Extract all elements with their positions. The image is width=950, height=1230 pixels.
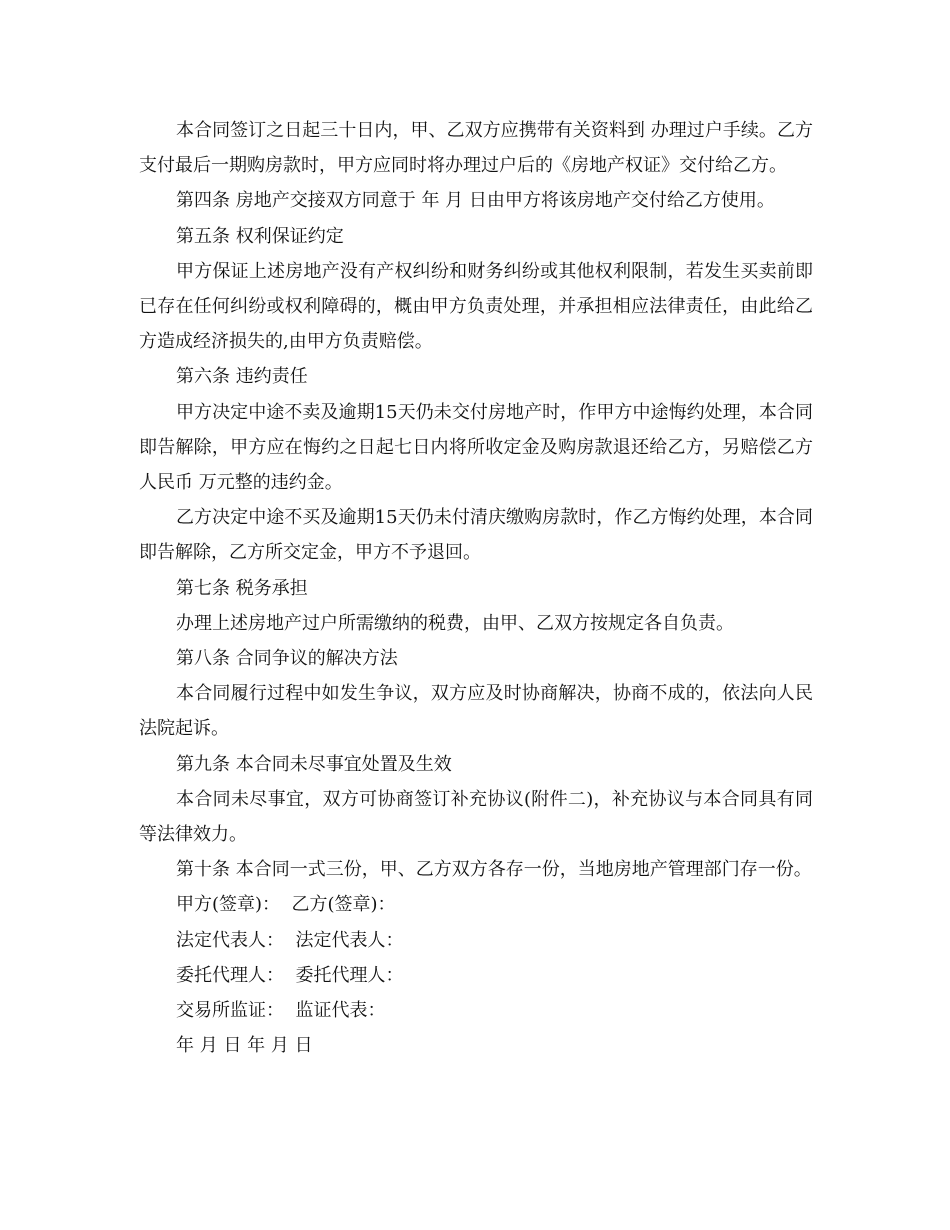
paragraph-buyer-breach: 乙方决定中途不买及逾期15天仍未付清庆缴购房款时，作乙方悔约处理，本合同即告解除，乙方所交定金，甲方不予退回。 (139, 507, 813, 564)
paragraph-tax: 办理上述房地产过户所需缴纳的税费，由甲、乙双方按规定各自负责。 (176, 612, 734, 634)
signature-party-line: 甲方(签章)： 乙方(签章)： (176, 894, 396, 916)
article-6-heading: 第六条 违约责任 (176, 366, 308, 388)
paragraph-supplement: 本合同未尽事宜，双方可协商签订补充协议(附件二)，补充协议与本合同具有同等法律效力。 (139, 788, 813, 846)
article-7-heading: 第七条 税务承担 (176, 577, 308, 599)
article-4-handover: 第四条 房地产交接双方同意于 年 月 日由甲方将该房地产交付给乙方使用。 (176, 190, 775, 212)
article-10-copies: 第十条 本合同一式三份，甲、乙方双方各存一份，当地房地产管理部门存一份。 (176, 859, 812, 881)
article-5-heading: 第五条 权利保证约定 (176, 225, 344, 247)
article-9-heading: 第九条 本合同未尽事宜处置及生效 (176, 753, 452, 775)
article-8-heading: 第八条 合同争议的解决方法 (176, 648, 398, 670)
signature-supervision-line: 交易所监证： 监证代表： (176, 1000, 386, 1022)
paragraph-rights-guarantee: 甲方保证上述房地产没有产权纠纷和财务纠纷或其他权利限制，若发生买卖前即已存在任何纠纷或权利障碍的，概由甲方负责处理，并承担相应法律责任，由此给乙方造成经济损失的,由甲方负责赔偿。 (139, 260, 813, 353)
paragraph-seller-breach: 甲方决定中途不卖及逾期15天仍未交付房地产时，作甲方中途悔约处理，本合同即告解除，甲方应在悔约之日起七日内将所收定金及购房款退还给乙方，另赔偿乙方人民币 万元整的违约金。 (139, 401, 813, 494)
paragraph-dispute: 本合同履行过程中如发生争议，双方应及时协商解决，协商不成的，依法向人民法院起诉。 (139, 683, 813, 740)
paragraph-transfer-procedure: 本合同签订之日起三十日内，甲、乙双方应携带有关资料到 办理过户手续。乙方支付最后一期购房款时，甲方应同时将办理过户后的《房地产权证》交付给乙方。 (139, 120, 813, 177)
signature-date-line: 年 月 日 年 月 日 (176, 1035, 313, 1057)
signature-agent-line: 委托代理人： 委托代理人： (176, 964, 404, 986)
signature-legal-rep-line: 法定代表人： 法定代表人： (176, 929, 404, 951)
contract-body (139, 113, 813, 1063)
